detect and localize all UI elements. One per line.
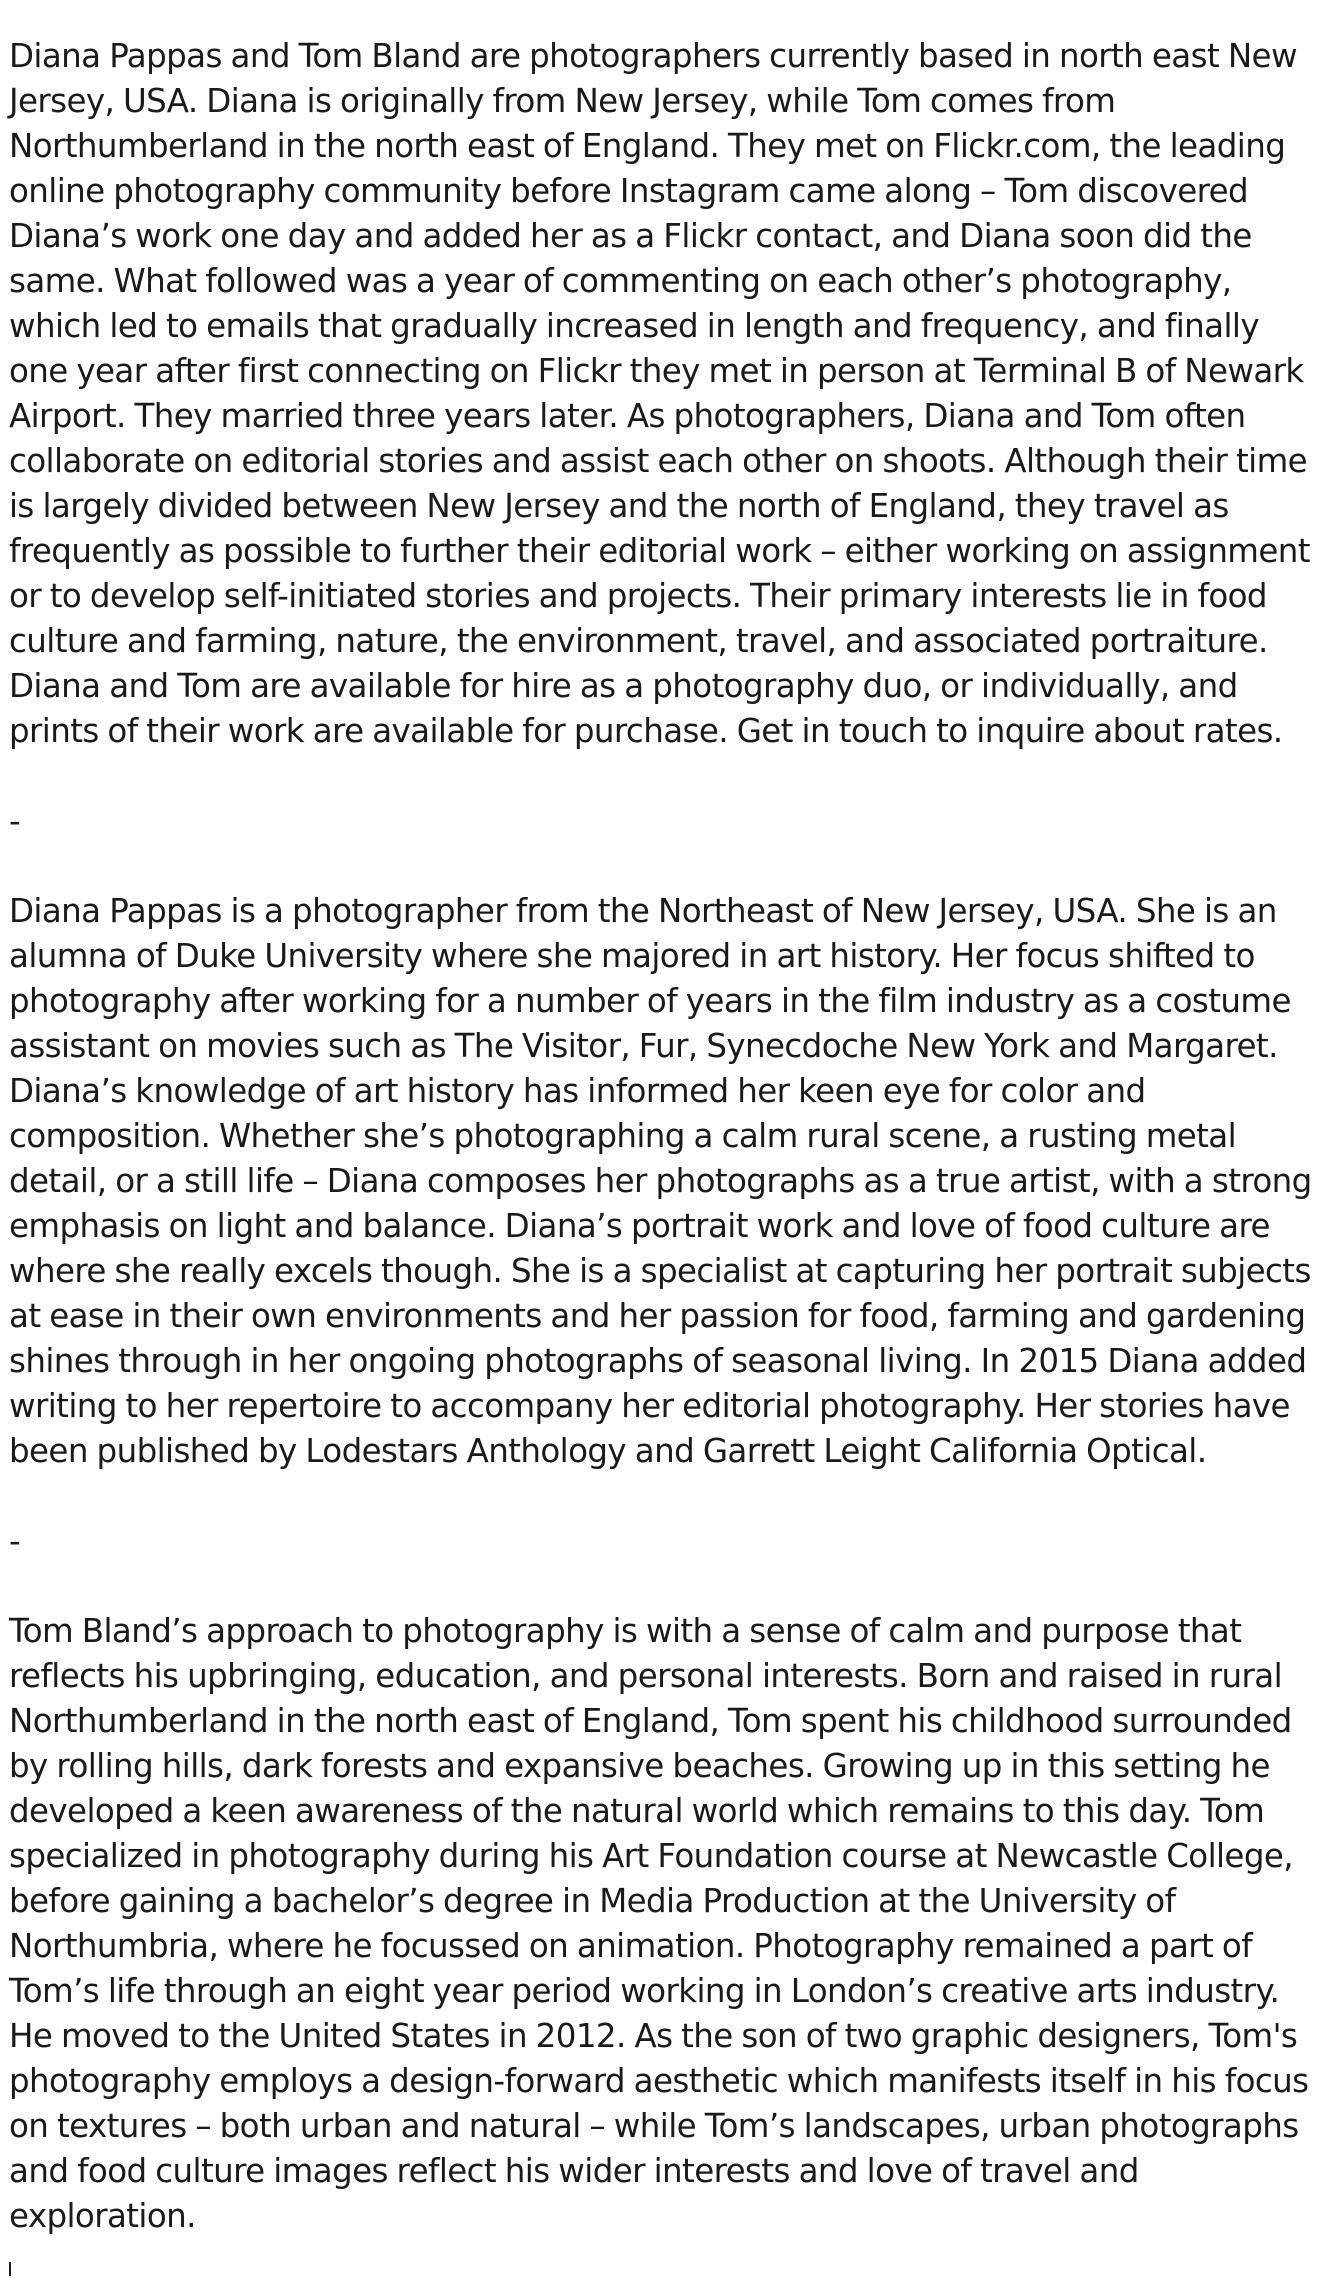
paragraph-spacer [9, 844, 1312, 889]
tom-bio-paragraph: Tom Bland’s approach to photography is with a sense of calm and purpose that reflects his upbringing, education, and personal interests. Born and raised in rural Northumberland in the north east of England, Tom spent his childhood surrounded by rolling hills, dark forests and expansive beaches. Growing up in this setting he developed a keen awareness of the natural world which remains to this day. Tom specialized in photography during his Art Foundation course at Newcastle College, before gaining a bachelor’s degree in Media Production at the University of Northumbria, where he focussed on animation. Photography remained a part of Tom’s life through an eight year period working in London’s creative arts industry. He moved to the United States in 2012. As the son of two graphic designers, Tom's photography employs a design-forward aesthetic which manifests itself in his focus on textures – both urban and natural – while Tom’s landscapes, urban photographs and food culture images reflect his wider interests and love of travel and exploration. [9, 1612, 1309, 2235]
paragraph-spacer [9, 754, 1312, 799]
joint-bio-paragraph: Diana Pappas and Tom Bland are photographers currently based in north east New Jersey, USA. Diana is originally from New Jersey, while Tom comes from Northumberland in the north east of England. They met on Flickr.com, the leading online photography community before Instagram came along – Tom discovered Diana’s work one day and added her as a Flickr contact, and Diana soon did the same. What followed was a year of commenting on each other’s photography, which led to emails that gradually increased in length and frequency, and finally one year after first connecting on Flickr they met in person at Terminal B of Newark Airport. They married three years later. As photographers, Diana and Tom often collaborate on editorial stories and assist each other on shoots. Although their time is largely divided between New Jersey and the north of England, they travel as frequently as possible to further their editorial work – either working on assignment or to develop self-initiated stories and projects. Their primary interests lie in food culture and farming, nature, the environment, travel, and associated portraiture. Diana and Tom are available for hire as a photography duo, or individually, and prints of their work are available for purchase. Get in touch to inquire about rates. [9, 37, 1310, 750]
section-separator: - [9, 1522, 21, 1560]
diana-bio-paragraph: Diana Pappas is a photographer from the Northeast of New Jersey, USA. She is an alumna of Duke University where she majored in art history. Her focus shifted to photography after working for a number of years in the film industry as a costume assistant on movies such as The Visitor, Fur, Synecdoche New York and Margaret. Diana’s knowledge of art history has informed her keen eye for color and composition. Whether she’s photographing a calm rural scene, a rusting metal detail, or a still life – Diana composes her photographs as a true artist, with a strong emphasis on light and balance. Diana’s portrait work and love of food culture are where she really excels though. She is a specialist at capturing her portrait subjects at ease in their own environments and her passion for food, farming and gardening shines through in her ongoing photographs of seasonal living. In 2015 Diana added writing to her repertoire to accompany her editorial photography. Her stories have been published by Lodestars Anthology and Garrett Leight California Optical. [9, 892, 1312, 1470]
clipped-text-fragment [9, 2262, 11, 2276]
section-separator: - [9, 802, 21, 840]
paragraph-spacer [9, 1474, 1312, 1519]
paragraph-spacer [9, 1564, 1312, 1609]
bio-content [9, 34, 1312, 2239]
